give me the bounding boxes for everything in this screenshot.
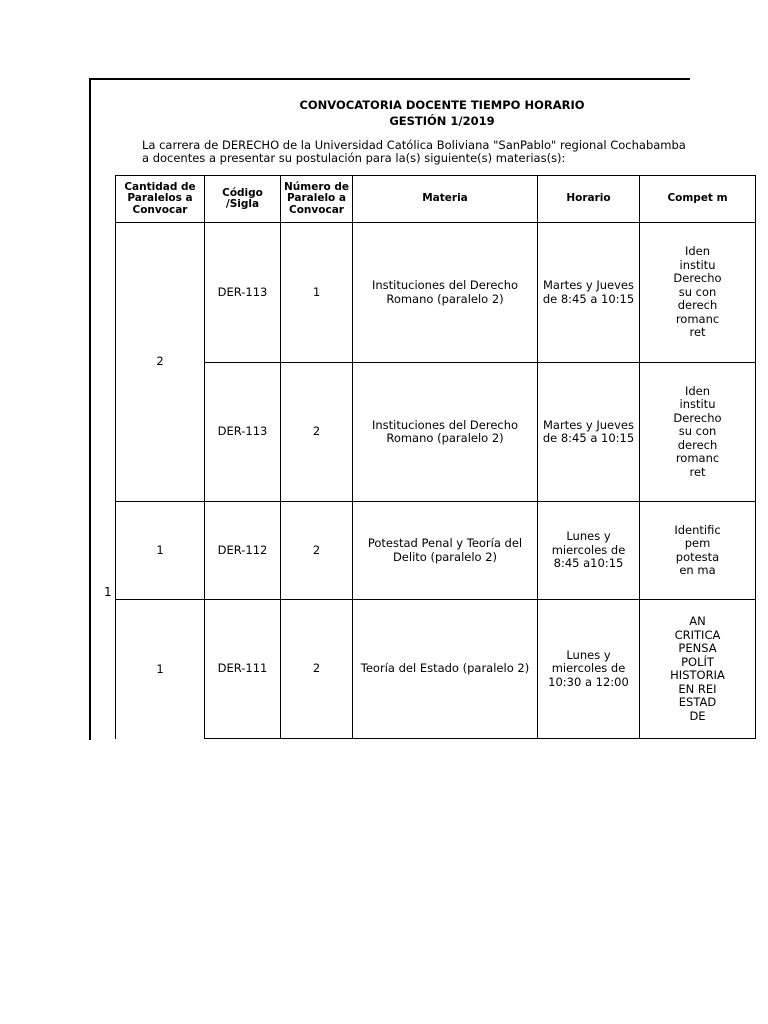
header-cantidad: Cantidad de Paralelos a Convocar (116, 176, 205, 223)
header-horario: Horario (538, 176, 640, 223)
table-row (116, 223, 756, 363)
cell-competencias: AN CRITICA PENSA POLÍT HISTORIA EN REI ESTAD DE (640, 600, 756, 739)
cell-numero: 1 (281, 223, 353, 363)
cell-horario: Martes y Jueves de 8:45 a 10:15 (538, 363, 640, 502)
table-row (116, 502, 756, 600)
cell-cantidad: 1 (116, 600, 205, 739)
cell-materia: Instituciones del Derecho Romano (paralelo 2) (353, 363, 538, 502)
cell-cantidad: 1 (116, 502, 205, 600)
table-header-row (116, 176, 756, 223)
courses-table (115, 175, 756, 739)
document-title: CONVOCATORIA DOCENTE TIEMPO HORARIO (299, 98, 585, 112)
header-codigo: Código /Sigla (205, 176, 281, 223)
cell-materia: Instituciones del Derecho Romano (paralelo 2) (353, 223, 538, 363)
side-row-number: 1 (104, 585, 112, 599)
cell-competencias: Iden institu Derecho su con derech romanc ret (640, 223, 756, 363)
intro-line-2: a docentes a presentar su postulación para la(s) siguiente(s) materias(s): (142, 151, 566, 165)
cell-codigo: DER-113 (205, 363, 281, 502)
table-row (116, 600, 756, 739)
cell-horario: Martes y Jueves de 8:45 a 10:15 (538, 223, 640, 363)
cell-numero: 2 (281, 363, 353, 502)
cell-numero: 2 (281, 502, 353, 600)
cell-codigo: DER-113 (205, 223, 281, 363)
cell-materia: Potestad Penal y Teoría del Delito (paralelo 2) (353, 502, 538, 600)
cell-cantidad: 2 (116, 223, 205, 502)
cell-codigo: DER-112 (205, 502, 281, 600)
cell-codigo: DER-111 (205, 600, 281, 739)
cell-horario: Lunes y miercoles de 8:45 a10:15 (538, 502, 640, 600)
header-materia: Materia (353, 176, 538, 223)
cell-competencias: Identific pem potesta en ma (640, 502, 756, 600)
cell-numero: 2 (281, 600, 353, 739)
header-competencias: Compet m (640, 176, 756, 223)
cell-horario: Lunes y miercoles de 10:30 a 12:00 (538, 600, 640, 739)
cell-materia: Teoría del Estado (paralelo 2) (353, 600, 538, 739)
table-row (116, 363, 756, 502)
document-subtitle: GESTIÓN 1/2019 (389, 114, 495, 128)
cell-competencias: Iden institu Derecho su con derech romanc ret (640, 363, 756, 502)
header-numero: Número de Paralelo a Convocar (281, 176, 353, 223)
intro-line-1: La carrera de DERECHO de la Universidad Católica Boliviana "SanPablo" regional Cochabamba (142, 138, 686, 152)
